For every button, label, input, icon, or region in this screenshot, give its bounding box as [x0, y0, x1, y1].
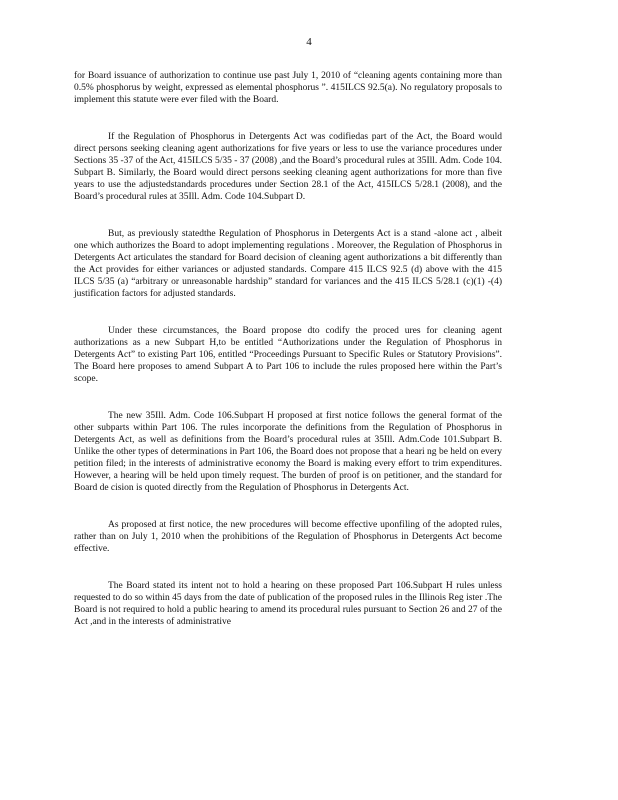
paragraph-5: The new 35Ill. Adm. Code 106.Subpart H proposed at first notice follows the general format of the other subparts within Part 106. The rules incorporate the definitions from the Regulation of Phosphorus in Detergents Act, as well as definitions from the Board’s procedural rules at 35Ill. Adm.Code 101.Subpart B. Unlike the other types of determinations in Part 106, the Board does not propose that a heari ng be held on every petition filed; in the interests of administrative economy the Board is making every effort to trim expenditures. However, a hearing will be held upon timely request. The burden of proof is on petitioner, and the standard for Board de cision is quoted directly from the Regulation of Phosphorus in Detergents Act. [74, 411, 502, 493]
paragraph-7: The Board stated its intent not to hold a hearing on these proposed Part 106.Subpart H rules unless requested to do so within 45 days from the date of publication of the proposed rules in the Illinois Reg ister .The Board is not required to hold a public hearing to amend its procedural rules pursuant to Section 26 and 27 of the Act ,and in the interests of administrative [74, 581, 502, 627]
paragraph-3: But, as previously statedthe Regulation of Phosphorus in Detergents Act is a stand -alone act , albeit one which authorizes the Board to adopt implementing regulations . Moreover, the Regulation of Phosphorus in Detergents Act articulates the standard for Board decision of cleaning agent authorizations a bit differently than the Act provides for either variances or adjusted standards. Compare 415 ILCS 92.5 (d) above with the 415 ILCS 5/35 (a) “arbitrary or unreasonable hardship” standard for variances and the 415 ILCS 5/28.1 (c)(1) -(4) justification factors for adjusted standards. [74, 229, 502, 299]
paragraph-6: As proposed at first notice, the new procedures will become effective uponfiling of the adopted rules, rather than on July 1, 2010 when the prohibitions of the Regulation of Phosphorus in Detergents Act become effective. [74, 520, 502, 554]
paragraph-1: for Board issuance of authorization to continue use past July 1, 2010 of “cleaning agents containing more than 0.5% phosphorus by weight, expressed as elemental phosphorus ”. 415ILCS 92.5(a). No regulatory proposals to implement this statute were ever filed with the Board. [74, 71, 502, 105]
document-body [74, 70, 502, 628]
paragraph-4: Under these circumstances, the Board propose dto codify the proced ures for cleaning agent authorizations as a new Subpart H,to be entitled “Authorizations under the Regulation of Phosphorus in Detergents Act” to existing Part 106, entitled “Proceedings Pursuant to Specific Rules or Statutory Provisions”. The Board here proposes to amend Subpart A to Part 106 to include the rules proposed here within the Part’s scope. [74, 326, 502, 384]
paragraph-2: If the Regulation of Phosphorus in Detergents Act was codifiedas part of the Act, the Board would direct persons seeking cleaning agent authorizations for five years or less to use the variance procedures under Sections 35 -37 of the Act, 415ILCS 5/35 - 37 (2008) ,and the Board’s procedural rules at 35Ill. Adm. Code 104. Subpart B. Similarly, the Board would direct persons seeking cleaning agent authorizations for more than five years to use the adjustedstandards procedures under Section 28.1 of the Act, 415ILCS 5/28.1 (2008), and the Board’s procedural rules at 35Ill. Adm. Code 104.Subpart D. [74, 132, 502, 202]
page-number: 4 [306, 36, 312, 48]
